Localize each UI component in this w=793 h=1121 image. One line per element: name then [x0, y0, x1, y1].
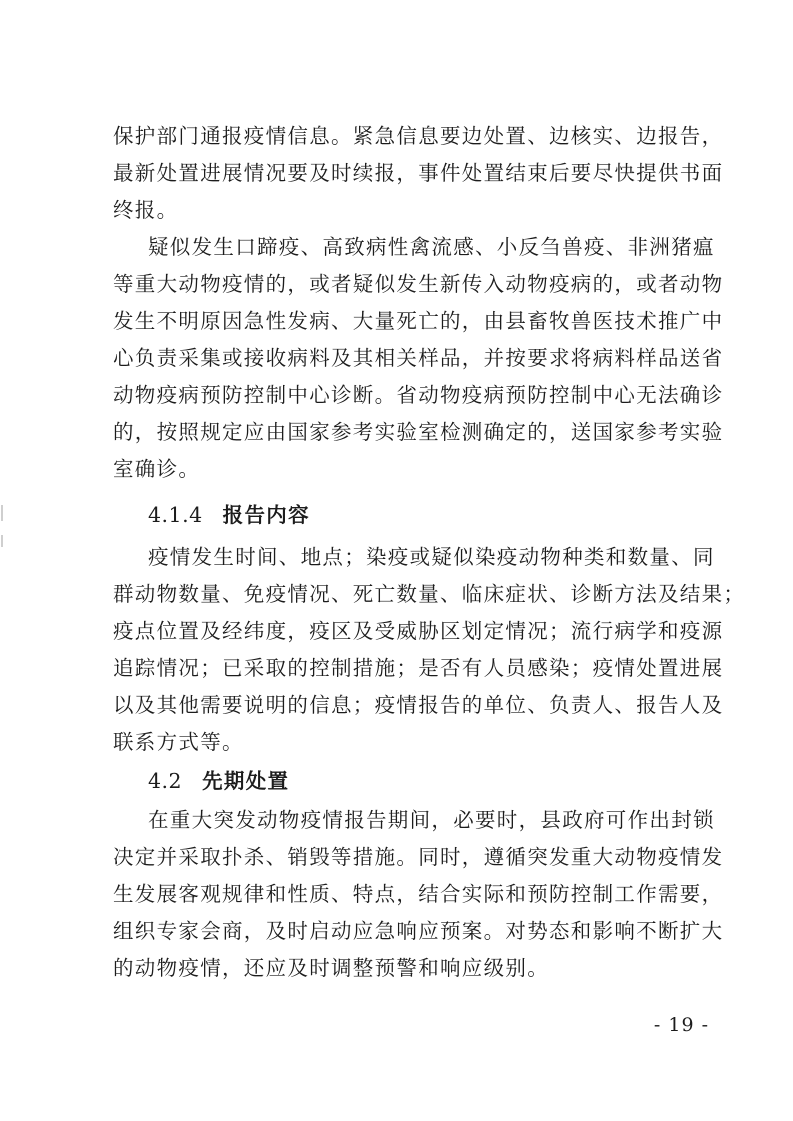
section-heading: [148, 763, 748, 799]
paragraph-line: 疫情发生时间、地点；染疫或疑似染疫动物种类和数量、同: [148, 545, 715, 569]
section-number: 4.1.4: [148, 503, 203, 527]
paragraph-line: 动物疫病预防控制中心诊断。省动物疫病预防控制中心无法确诊: [113, 383, 724, 407]
paragraph-line: 终报。: [113, 198, 179, 222]
paragraph-line: 疑似发生口蹄疫、高致病性禽流感、小反刍兽疫、非洲猪瘟: [148, 235, 715, 259]
paragraph-line: 群动物数量、免疫情况、死亡数量、临床症状、诊断方法及结果；: [113, 582, 746, 606]
paragraph-line: 决定并采取扑杀、销毁等措施。同时，遵循突发重大动物疫情发: [113, 845, 724, 869]
paragraph-line: 最新处置进展情况要及时续报，事件处置结束后要尽快提供书面: [113, 161, 724, 185]
paragraph-line: 在重大突发动物疫情报告期间，必要时，县政府可作出封锁: [148, 808, 715, 832]
paragraph-line: 发生不明原因急性发病、大量死亡的，由县畜牧兽医技术推广中: [113, 309, 724, 333]
page-number: - 19 -: [653, 1014, 709, 1036]
paragraph-line: 联系方式等。: [113, 730, 244, 754]
scan-artifact: [1, 535, 3, 547]
paragraph-line: 的动物疫情，还应及时调整预警和响应级别。: [113, 956, 549, 980]
paragraph-line: 组织专家会商，及时启动应急响应预案。对势态和影响不断扩大: [113, 919, 724, 943]
paragraph-line: 的，按照规定应由国家参考实验室检测确定的，送国家参考实验: [113, 420, 724, 444]
paragraph-line: 疫点位置及经纬度，疫区及受威胁区划定情况；流行病学和疫源: [113, 619, 724, 643]
paragraph-line: 等重大动物疫情的，或者疑似发生新传入动物疫病的，或者动物: [113, 272, 724, 296]
paragraph-line: 保护部门通报疫情信息。紧急信息要边处置、边核实、边报告，: [113, 124, 724, 148]
paragraph-line: 生发展客观规律和性质、特点，结合实际和预防控制工作需要，: [113, 882, 724, 906]
section-number: 4.2: [148, 769, 183, 793]
paragraph-line: 追踪情况；已采取的控制措施；是否有人员感染；疫情处置进展: [113, 656, 724, 680]
section-title: 先期处置: [202, 769, 290, 793]
section-title: 报告内容: [222, 503, 310, 527]
scan-artifact: [1, 505, 3, 521]
paragraph-line: 以及其他需要说明的信息；疫情报告的单位、负责人、报告人及: [113, 693, 724, 717]
paragraph-line: 室确诊。: [113, 457, 201, 481]
section-heading: [148, 497, 748, 533]
paragraph-line: 心负责采集或接收病料及其相关样品，并按要求将病料样品送省: [113, 346, 724, 370]
